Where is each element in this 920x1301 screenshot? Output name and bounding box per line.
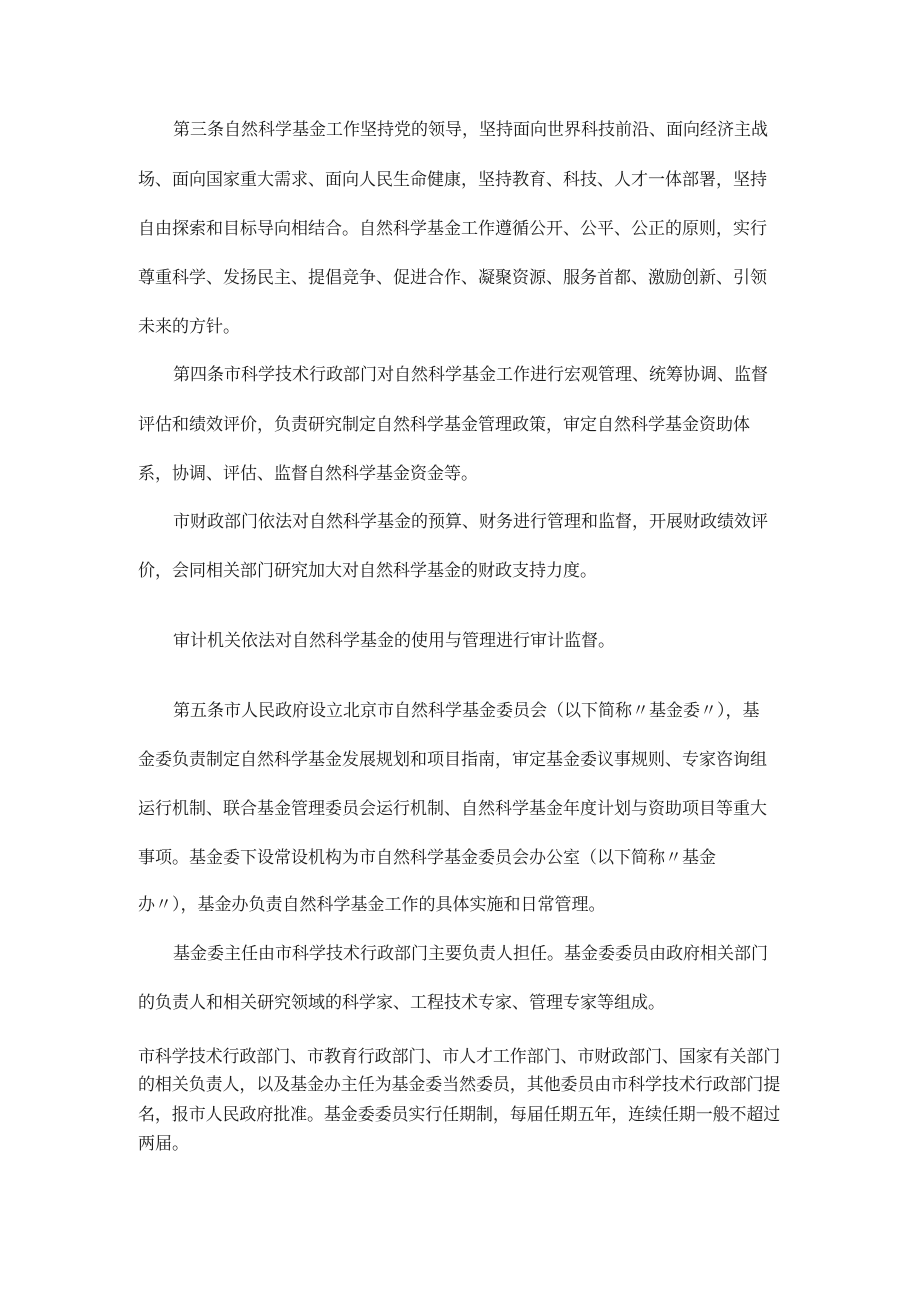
finance-line-2: 价，会同相关部门研究加大对自然科学基金的财政支持力度。 [138, 561, 597, 581]
article-5-line-4: 事项。基金委下设常设机构为市自然科学基金委员会办公室（以下简称〃基金 [138, 848, 716, 868]
director-line-2: 的负责人和相关研究领域的科学家、工程技术专家、管理专家等组成。 [138, 993, 665, 1013]
article-3-line-4: 尊重科学、发扬民主、提倡竞争、促进合作、凝聚资源、服务首都、激励创新、引领 [138, 268, 767, 288]
members-line-3: 名，报市人民政府批准。基金委委员实行任期制，每届任期五年，连续任期一般不超过 [138, 1105, 781, 1125]
article-4-line-1: 第四条市科学技术行政部门对自然科学基金工作进行宏观管理、统筹协调、监督 [173, 365, 768, 385]
article-5-line-5: 办〃），基金办负责自然科学基金工作的具体实施和日常管理。 [138, 895, 606, 915]
article-4-line-3: 系，协调、评估、监督自然科学基金资金等。 [138, 464, 478, 484]
article-3-line-3: 自由探索和目标导向相结合。自然科学基金工作遵循公开、公平、公正的原则，实行 [138, 219, 767, 239]
article-3-line-2: 场、面向国家重大需求、面向人民生命健康，坚持教育、科技、人才一体部署，坚持 [138, 170, 767, 190]
article-3-line-1: 第三条自然科学基金工作坚持党的领导，坚持面向世界科技前沿、面向经济主战 [173, 120, 768, 140]
members-line-1: 市科学技术行政部门、市教育行政部门、市人才工作部门、市财政部门、国家有关部门 [138, 1047, 781, 1067]
members-line-4: 两届。 [138, 1134, 189, 1154]
audit-line-1: 审计机关依法对自然科学基金的使用与管理进行审计监督。 [173, 631, 615, 651]
members-line-2: 的相关负责人，以及基金办主任为基金委当然委员，其他委员由市科学技术行政部门提 [138, 1075, 781, 1095]
article-4-line-2: 评估和绩效评价，负责研究制定自然科学基金管理政策，审定自然科学基金资助体 [138, 415, 750, 435]
director-line-1: 基金委主任由市科学技术行政部门主要负责人担任。基金委委员由政府相关部门 [173, 944, 768, 964]
article-5-line-2: 金委负责制定自然科学基金发展规划和项目指南，审定基金委议事规则、专家咨询组 [138, 750, 767, 770]
finance-line-1: 市财政部门依法对自然科学基金的预算、财务进行管理和监督，开展财政绩效评 [173, 512, 768, 532]
article-3-line-5: 未来的方针。 [138, 317, 240, 337]
article-5-line-3: 运行机制、联合基金管理委员会运行机制、自然科学基金年度计划与资助项目等重大 [138, 799, 767, 819]
article-5-line-1: 第五条市人民政府设立北京市自然科学基金委员会（以下简称〃基金委〃），基 [173, 701, 760, 721]
